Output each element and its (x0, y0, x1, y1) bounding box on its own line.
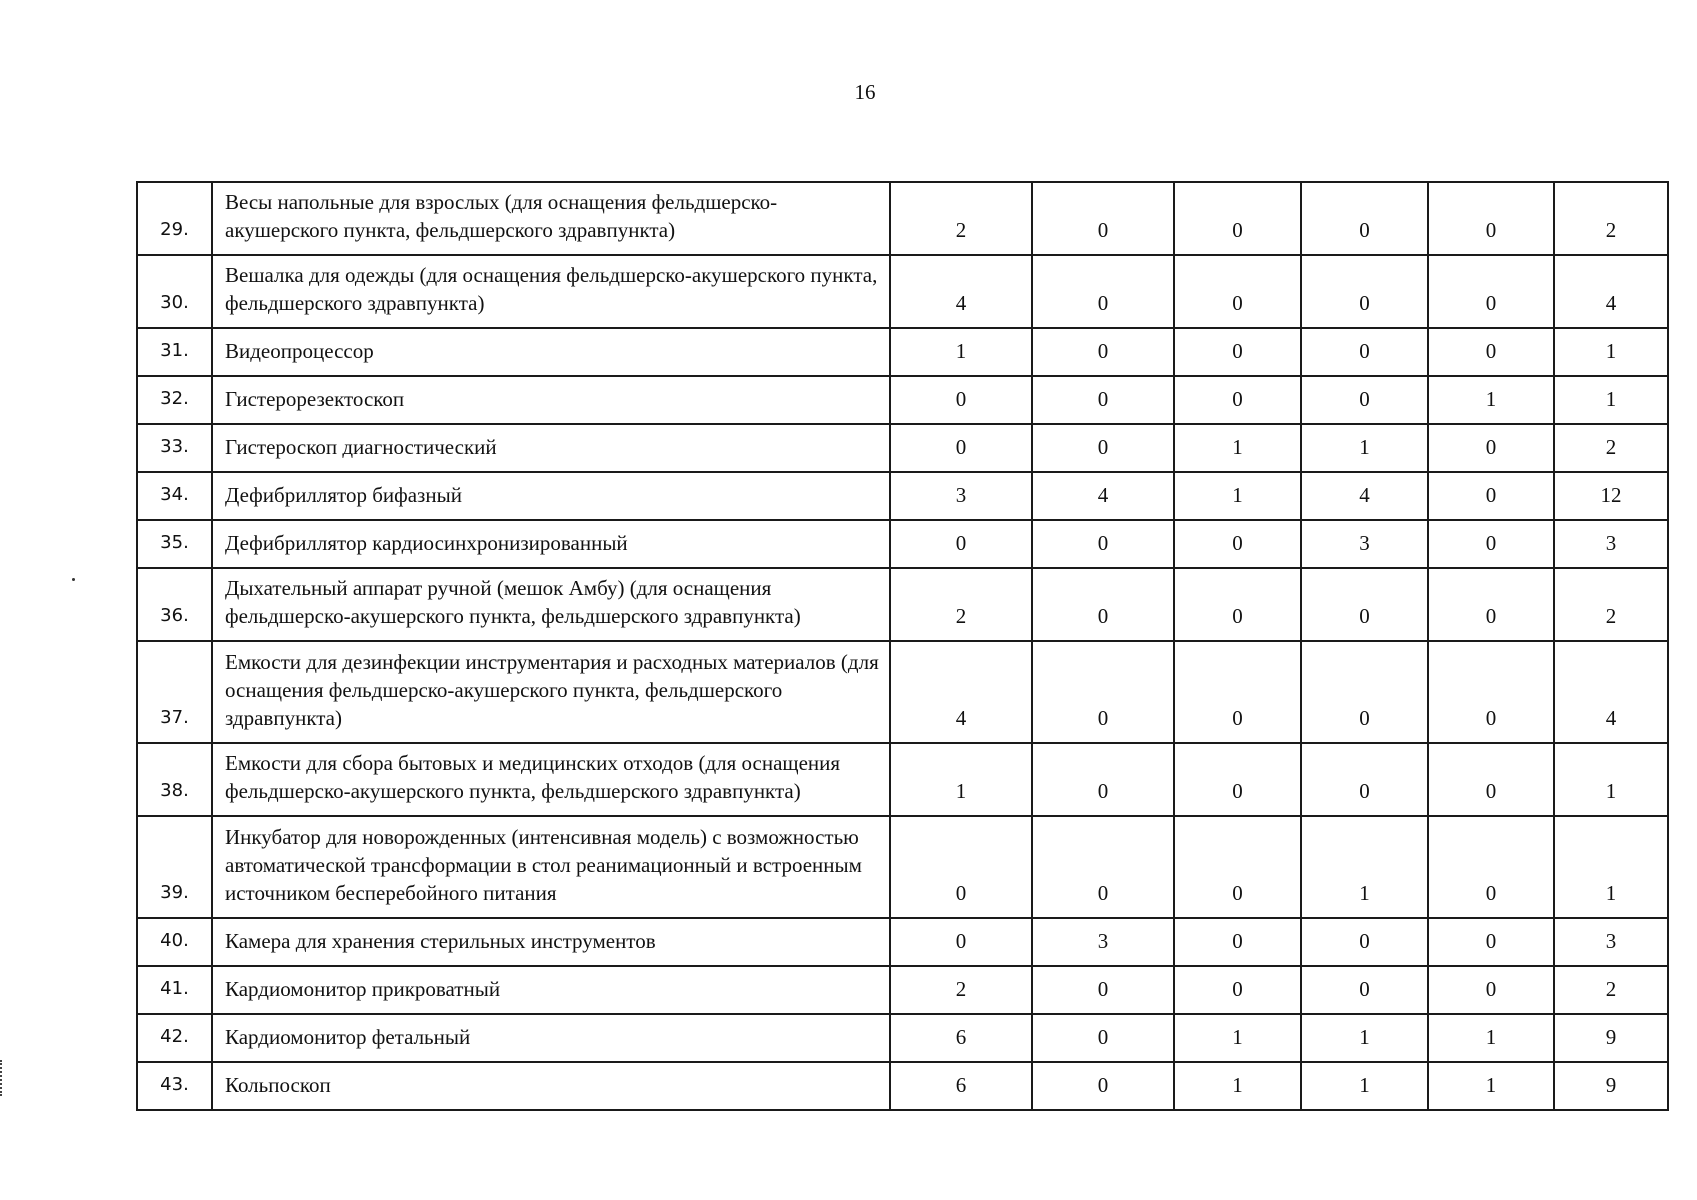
total-cell: 2 (1554, 424, 1668, 472)
value-cell: 2 (890, 182, 1032, 255)
value-cell: 1 (890, 743, 1032, 816)
row-number: 29. (137, 182, 212, 255)
total-cell: 1 (1554, 743, 1668, 816)
total-cell: 9 (1554, 1062, 1668, 1110)
value-cell: 4 (890, 255, 1032, 328)
table-row (137, 424, 1668, 472)
total-cell: 4 (1554, 255, 1668, 328)
value-cell: 0 (1174, 966, 1301, 1014)
value-cell: 0 (1032, 1062, 1174, 1110)
value-cell: 0 (1301, 376, 1428, 424)
value-cell: 0 (1032, 966, 1174, 1014)
value-cell: 0 (890, 816, 1032, 918)
value-cell: 1 (1301, 1062, 1428, 1110)
value-cell: 0 (1174, 743, 1301, 816)
value-cell: 0 (1428, 182, 1554, 255)
value-cell: 1 (1301, 816, 1428, 918)
row-number: 35. (137, 520, 212, 568)
equipment-name: Инкубатор для новорожденных (интенсивная модель) с возможностью автоматической трансформации в стол реанимационный и встроенным источником бесперебойного питания (212, 816, 890, 918)
row-number: 40. (137, 918, 212, 966)
table-row (137, 743, 1668, 816)
value-cell: 0 (1301, 966, 1428, 1014)
value-cell: 1 (1174, 424, 1301, 472)
value-cell: 1 (1428, 1014, 1554, 1062)
value-cell: 1 (890, 328, 1032, 376)
row-number: 30. (137, 255, 212, 328)
value-cell: 0 (1301, 568, 1428, 641)
equipment-name: Дыхательный аппарат ручной (мешок Амбу) (для оснащения фельдшерско-акушерского пункта, фельдшерского здравпункта) (212, 568, 890, 641)
equipment-name: Гистероскоп диагностический (212, 424, 890, 472)
value-cell: 0 (1428, 328, 1554, 376)
edge-scan-mark (0, 1060, 4, 1096)
value-cell: 0 (1032, 816, 1174, 918)
value-cell: 0 (1032, 568, 1174, 641)
equipment-name: Вешалка для одежды (для оснащения фельдшерско-акушерского пункта, фельдшерского здравпункта) (212, 255, 890, 328)
row-number: 34. (137, 472, 212, 520)
value-cell: 2 (890, 966, 1032, 1014)
value-cell: 0 (1174, 641, 1301, 743)
value-cell: 0 (1032, 641, 1174, 743)
value-cell: 0 (1032, 424, 1174, 472)
total-cell: 4 (1554, 641, 1668, 743)
value-cell: 0 (1174, 520, 1301, 568)
equipment-name: Кардиомонитор прикроватный (212, 966, 890, 1014)
table-row (137, 816, 1668, 918)
value-cell: 0 (1174, 328, 1301, 376)
value-cell: 1 (1174, 1062, 1301, 1110)
value-cell: 1 (1174, 472, 1301, 520)
equipment-name: Кардиомонитор фетальный (212, 1014, 890, 1062)
row-number: 33. (137, 424, 212, 472)
table-row (137, 255, 1668, 328)
total-cell: 1 (1554, 816, 1668, 918)
value-cell: 0 (1174, 816, 1301, 918)
value-cell: 0 (1428, 424, 1554, 472)
equipment-name: Дефибриллятор кардиосинхронизированный (212, 520, 890, 568)
value-cell: 0 (1428, 743, 1554, 816)
total-cell: 3 (1554, 918, 1668, 966)
row-number: 37. (137, 641, 212, 743)
value-cell: 0 (1428, 568, 1554, 641)
value-cell: 0 (1301, 255, 1428, 328)
value-cell: 0 (890, 918, 1032, 966)
value-cell: 0 (1428, 255, 1554, 328)
value-cell: 0 (1301, 182, 1428, 255)
table-row (137, 472, 1668, 520)
table-row (137, 520, 1668, 568)
equipment-name: Гистерорезектоскоп (212, 376, 890, 424)
row-number: 43. (137, 1062, 212, 1110)
page-number: 16 (854, 80, 876, 104)
table-row (137, 1062, 1668, 1110)
equipment-name: Видеопроцессор (212, 328, 890, 376)
table-row (137, 641, 1668, 743)
total-cell: 2 (1554, 182, 1668, 255)
value-cell: 2 (890, 568, 1032, 641)
value-cell: 6 (890, 1062, 1032, 1110)
row-number: 32. (137, 376, 212, 424)
value-cell: 0 (1428, 641, 1554, 743)
value-cell: 0 (1174, 255, 1301, 328)
table-row (137, 568, 1668, 641)
table-row (137, 376, 1668, 424)
equipment-name: Кольпоскоп (212, 1062, 890, 1110)
row-number: 42. (137, 1014, 212, 1062)
value-cell: 4 (1301, 472, 1428, 520)
value-cell: 0 (1428, 966, 1554, 1014)
value-cell: 0 (890, 424, 1032, 472)
table-row (137, 182, 1668, 255)
row-number: 41. (137, 966, 212, 1014)
value-cell: 0 (890, 520, 1032, 568)
value-cell: 0 (1174, 182, 1301, 255)
value-cell: 0 (1032, 1014, 1174, 1062)
equipment-name: Весы напольные для взрослых (для оснащения фельдшерско-акушерского пункта, фельдшерского здравпункта) (212, 182, 890, 255)
value-cell: 0 (1174, 918, 1301, 966)
value-cell: 3 (890, 472, 1032, 520)
value-cell: 0 (1428, 520, 1554, 568)
value-cell: 4 (890, 641, 1032, 743)
value-cell: 0 (1428, 918, 1554, 966)
equipment-name: Дефибриллятор бифазный (212, 472, 890, 520)
equipment-name: Емкости для сбора бытовых и медицинских отходов (для оснащения фельдшерско-акушерского пункта, фельдшерского здравпункта) (212, 743, 890, 816)
value-cell: 0 (1174, 376, 1301, 424)
row-number: 36. (137, 568, 212, 641)
table-row (137, 1014, 1668, 1062)
total-cell: 2 (1554, 568, 1668, 641)
total-cell: 1 (1554, 328, 1668, 376)
equipment-name: Камера для хранения стерильных инструментов (212, 918, 890, 966)
value-cell: 4 (1032, 472, 1174, 520)
value-cell: 0 (1032, 255, 1174, 328)
value-cell: 0 (1301, 743, 1428, 816)
value-cell: 0 (1032, 376, 1174, 424)
value-cell: 1 (1428, 376, 1554, 424)
table-row (137, 966, 1668, 1014)
value-cell: 0 (890, 376, 1032, 424)
value-cell: 1 (1301, 424, 1428, 472)
value-cell: 1 (1301, 1014, 1428, 1062)
row-number: 39. (137, 816, 212, 918)
table-row (137, 918, 1668, 966)
total-cell: 9 (1554, 1014, 1668, 1062)
total-cell: 3 (1554, 520, 1668, 568)
total-cell: 1 (1554, 376, 1668, 424)
value-cell: 0 (1174, 568, 1301, 641)
value-cell: 0 (1032, 328, 1174, 376)
value-cell: 1 (1428, 1062, 1554, 1110)
value-cell: 0 (1301, 918, 1428, 966)
value-cell: 3 (1032, 918, 1174, 966)
value-cell: 0 (1032, 520, 1174, 568)
value-cell: 0 (1032, 182, 1174, 255)
table-row (137, 328, 1668, 376)
value-cell: 6 (890, 1014, 1032, 1062)
margin-dot (72, 578, 75, 581)
total-cell: 2 (1554, 966, 1668, 1014)
value-cell: 0 (1301, 641, 1428, 743)
value-cell: 3 (1301, 520, 1428, 568)
value-cell: 0 (1428, 472, 1554, 520)
equipment-table (136, 181, 1669, 1111)
value-cell: 0 (1301, 328, 1428, 376)
total-cell: 12 (1554, 472, 1668, 520)
value-cell: 1 (1174, 1014, 1301, 1062)
value-cell: 0 (1032, 743, 1174, 816)
equipment-name: Емкости для дезинфекции инструментария и расходных материалов (для оснащения фельдшерско-акушерского пункта, фельдшерского здравпункта) (212, 641, 890, 743)
row-number: 38. (137, 743, 212, 816)
value-cell: 0 (1428, 816, 1554, 918)
row-number: 31. (137, 328, 212, 376)
